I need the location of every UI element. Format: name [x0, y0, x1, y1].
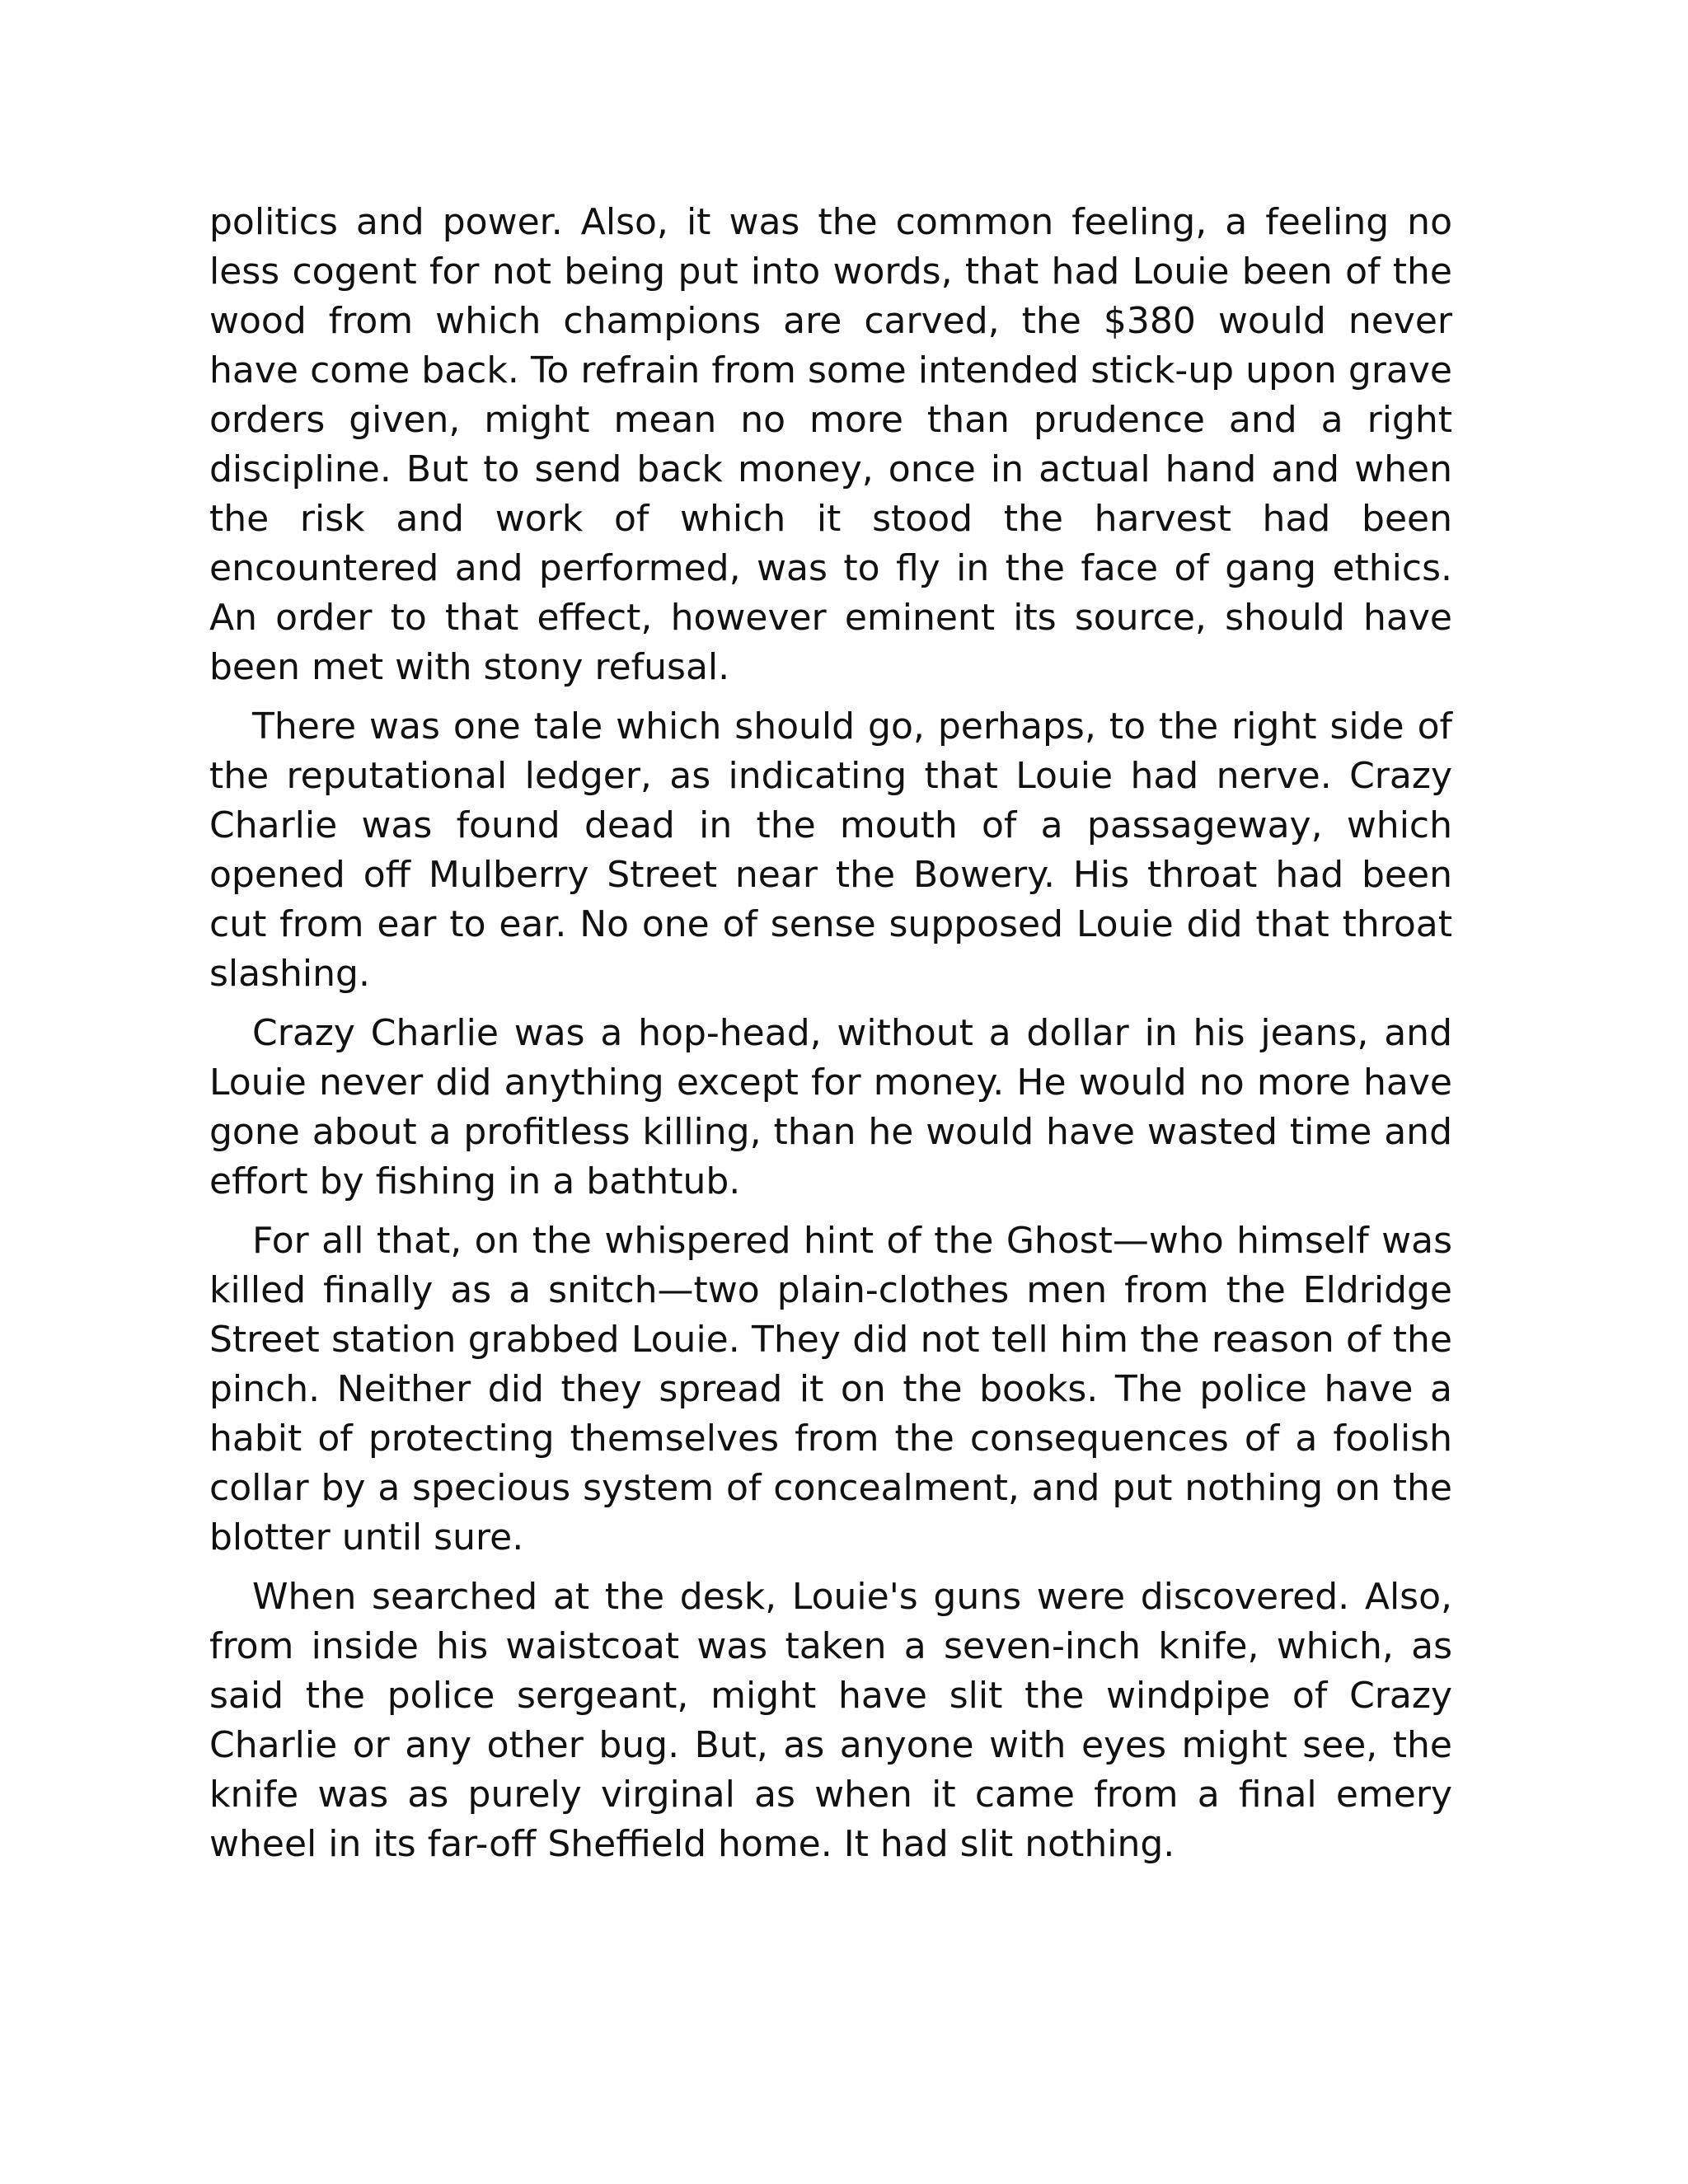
paragraph-reputation: There was one tale which should go, perhaps, to the right side of the reputational ledger, as indicating that Louie had nerve. Crazy Charlie was found dead in the mouth of a passageway, which opened off Mulberry Street near the Bowery. His throat had been cut from ear to ear. No one of sense supposed Louie did that throat slashing.: [209, 705, 1452, 995]
paragraph-arrest: For all that, on the whispered hint of the Ghost—who himself was killed finally as a snitch—two plain-clothes men from the Eldridge Street station grabbed Louie. They did not tell him the reason of the pinch. Neither did they spread it on the books. The police have a habit of protecting themselves from the consequences of a foolish collar by a specious system of concealment, and put nothing on the blotter until sure.: [209, 1220, 1452, 1558]
paragraph-crazy-charlie: Crazy Charlie was a hop-head, without a dollar in his jeans, and Louie never did anything except for money. He would no more have gone about a profitless killing, than he would have wasted time and effort by fishing in a bathtub.: [209, 1012, 1452, 1202]
document-page: [209, 198, 1452, 1879]
paragraph-continuation: politics and power. Also, it was the common feeling, a feeling no less cogent for not being put into words, that had Louie been of the wood from which champions are carved, the $380 would never have come back. To refrain from some intended stick-up upon grave orders given, might mean no more than prudence and a right discipline. But to send back money, once in actual hand and when the risk and work of which it stood the harvest had been encountered and performed, was to fly in the face of gang ethics. An order to that effect, however eminent its source, should have been met with stony refusal.: [209, 201, 1452, 688]
paragraph-search: When searched at the desk, Louie's guns were discovered. Also, from inside his waistcoat was taken a seven-inch knife, which, as said the police sergeant, might have slit the windpipe of Crazy Charlie or any other bug. But, as anyone with eyes might see, the knife was as purely virginal as when it came from a final emery wheel in its far-off Sheffield home. It had slit nothing.: [209, 1576, 1452, 1865]
